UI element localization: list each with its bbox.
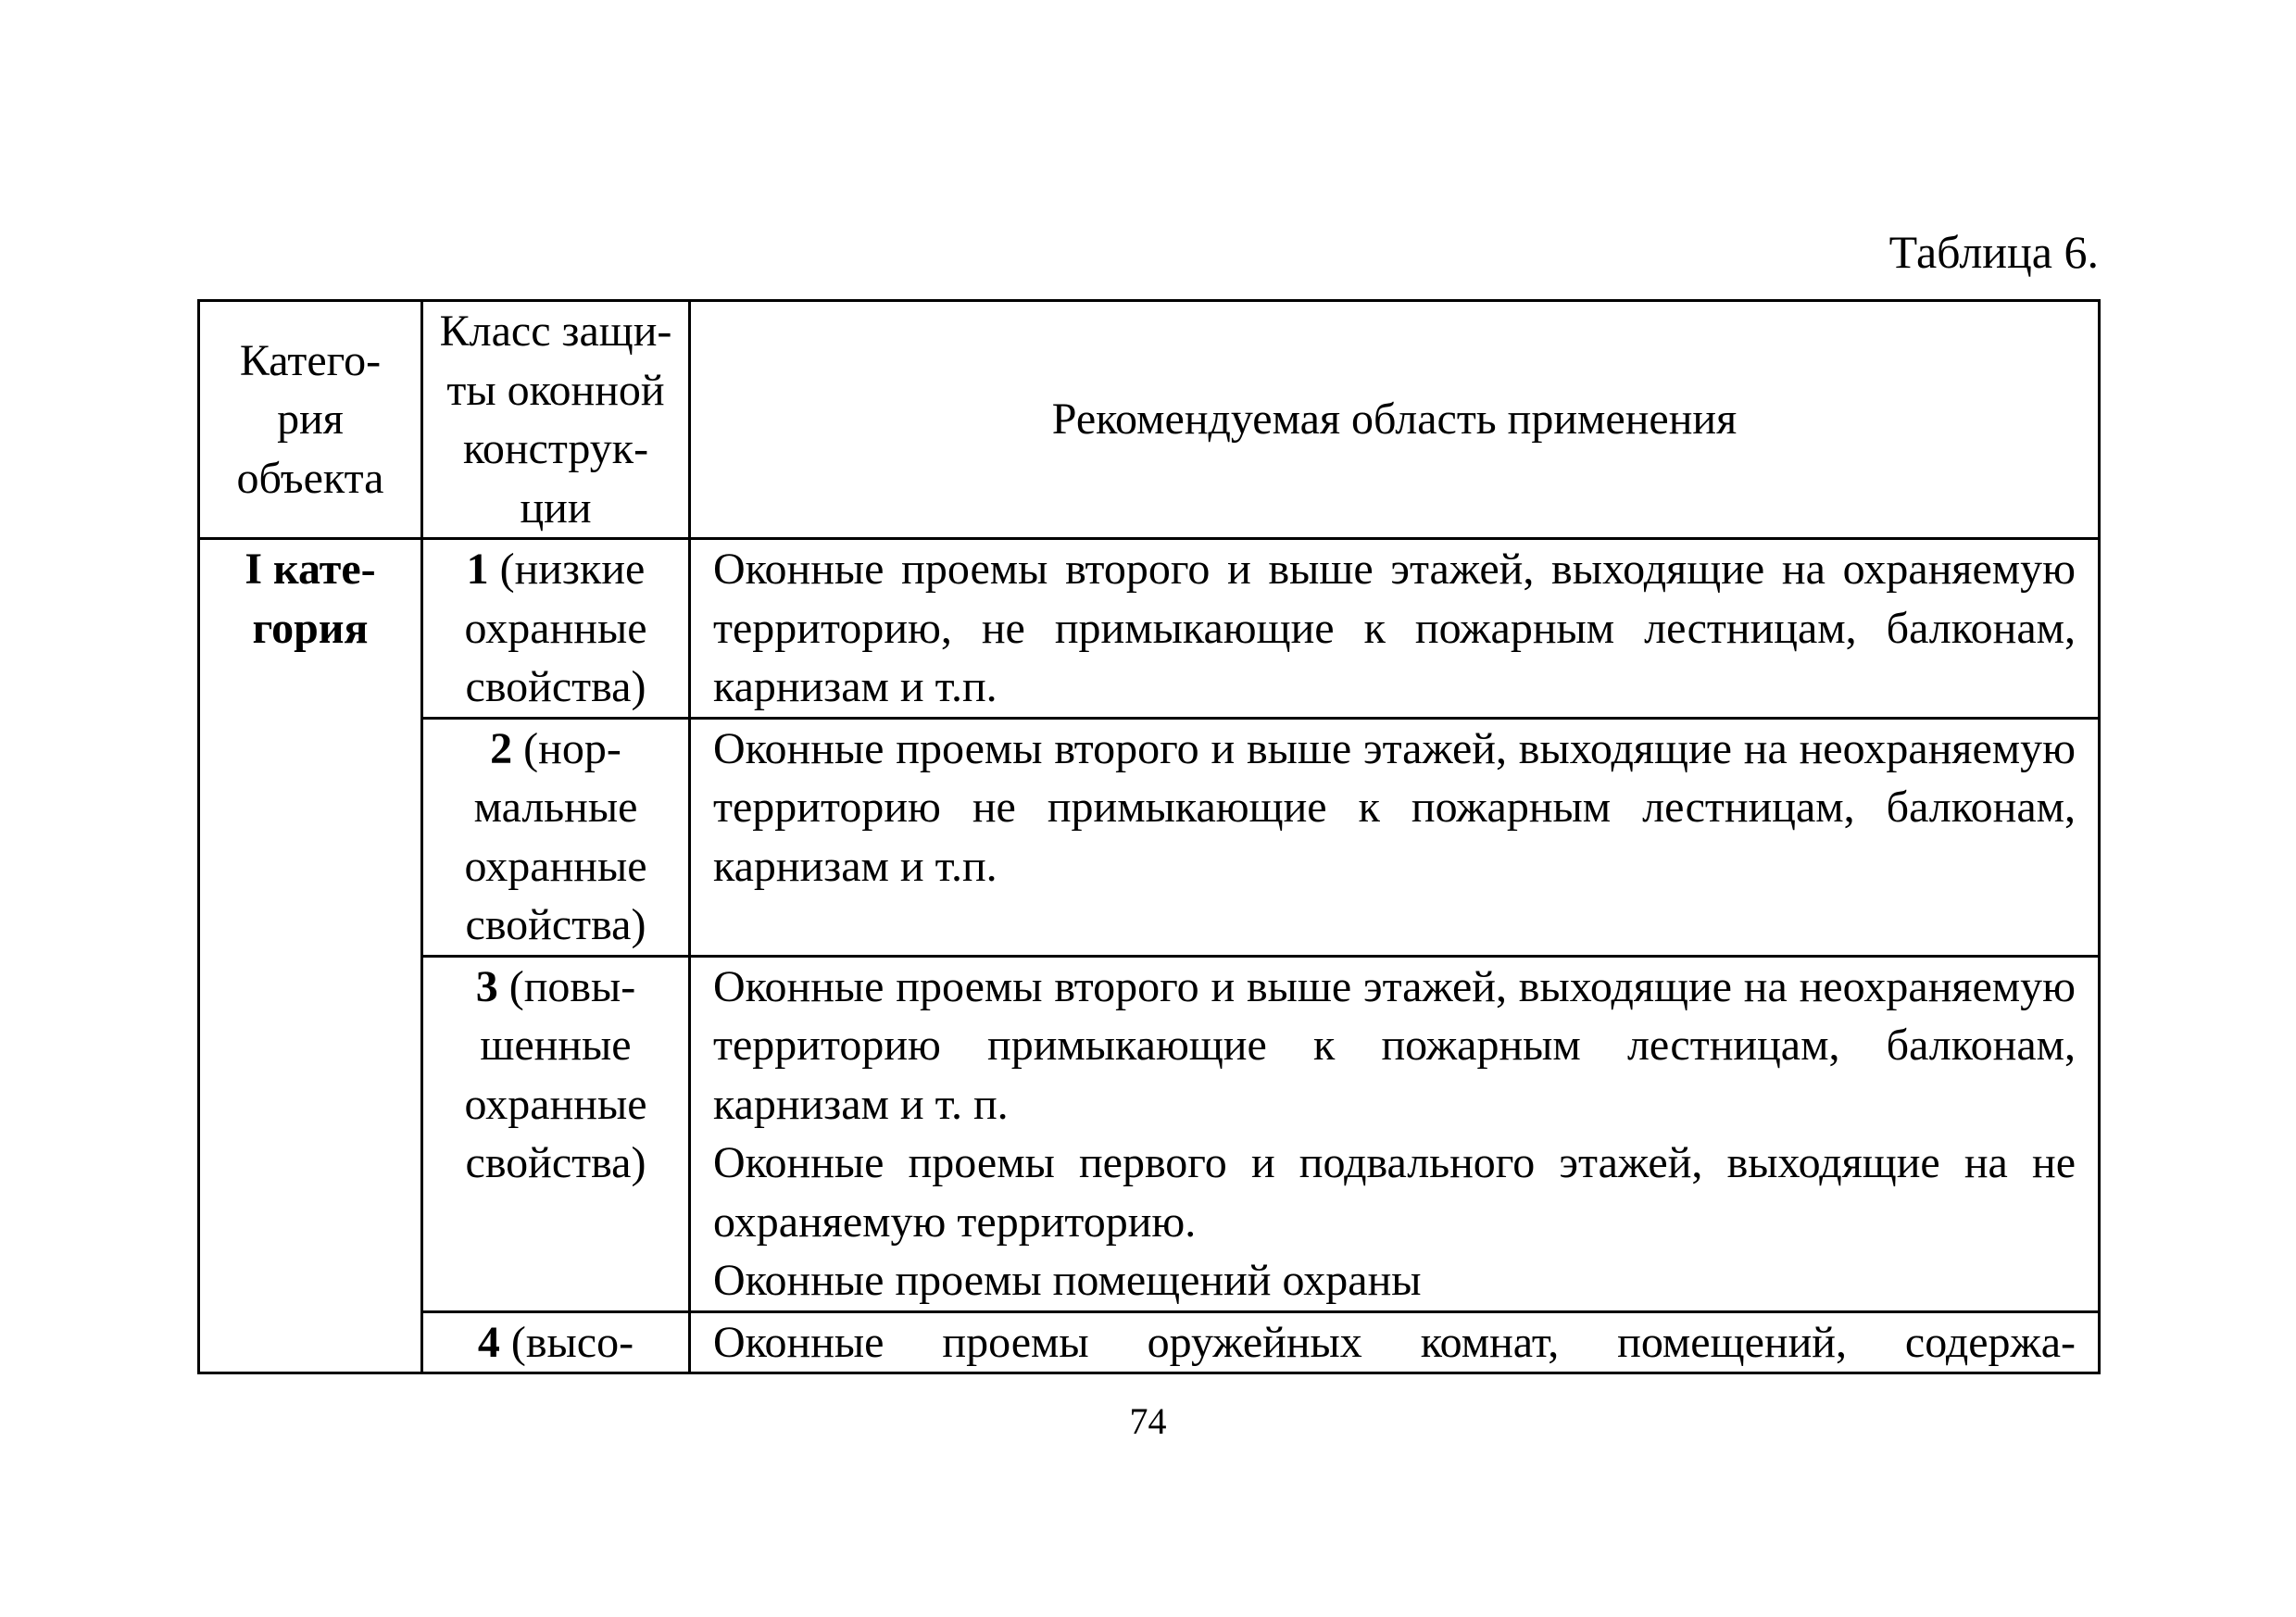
class-text: (повы- xyxy=(497,961,636,1011)
class-text: (нор- xyxy=(512,723,621,773)
class-text: (низкие xyxy=(488,545,646,594)
table-row xyxy=(199,956,2100,1311)
class-cell xyxy=(422,718,690,956)
class-line: охранные xyxy=(464,1079,647,1129)
class-line: шенные xyxy=(480,1021,632,1070)
class-line xyxy=(423,958,688,1017)
class-line: мальные xyxy=(473,783,638,832)
header-class-line: ции xyxy=(520,483,592,533)
header-category-line: Катего- xyxy=(239,335,382,385)
header-class-line: конструк- xyxy=(462,424,649,473)
class-text: (высо- xyxy=(499,1317,634,1367)
class-cell xyxy=(422,956,690,1311)
header-category-line: объекта xyxy=(236,453,384,503)
protection-class-table xyxy=(197,299,2101,1374)
header-application-text: Рекомендуемая область применения xyxy=(1051,395,1738,445)
table-header-row xyxy=(199,301,2100,539)
category-cell xyxy=(199,539,422,1373)
header-application xyxy=(690,301,2100,539)
category-line: гория xyxy=(252,603,369,653)
description-paragraph: Оконные проемы помещений охраны xyxy=(713,1256,1422,1305)
class-number: 3 xyxy=(475,961,498,1011)
class-line xyxy=(423,1313,688,1373)
class-number: 1 xyxy=(466,545,489,594)
table-row xyxy=(199,1311,2100,1373)
table-caption: Таблица 6. xyxy=(1888,226,2099,278)
class-line: охранные xyxy=(464,841,647,891)
class-number: 4 xyxy=(477,1317,500,1367)
header-class-line: Класс защи- xyxy=(439,307,672,356)
table-row xyxy=(199,539,2100,719)
class-line: охранные xyxy=(464,603,647,653)
description-cell xyxy=(690,718,2100,956)
description-paragraph: Оконные проемы оружейных комнат, помещений, содержа- xyxy=(713,1317,2076,1367)
class-line: свойства) xyxy=(465,662,646,711)
class-line: свойства) xyxy=(465,900,646,949)
table-row xyxy=(199,718,2100,956)
page-number: 74 xyxy=(1129,1400,1167,1442)
description-paragraph: Оконные проемы второго и выше этажей, выходящие на неохраняемую территорию не примыкающие к пожарным лестницам, балконам, карнизам и т.п. xyxy=(713,723,2076,891)
description-cell xyxy=(690,956,2100,1311)
header-class xyxy=(422,301,690,539)
header-category xyxy=(199,301,422,539)
description-cell xyxy=(690,1311,2100,1373)
class-cell xyxy=(422,1311,690,1373)
category-line: I кате- xyxy=(245,545,376,594)
description-cell xyxy=(690,539,2100,719)
class-number: 2 xyxy=(490,723,513,773)
header-category-line: рия xyxy=(277,395,344,445)
description-paragraph: Оконные проемы второго и выше этажей, выходящие на неохраняемую территорию примыкающие к пожарным лестницам, балконам, карнизам и т. п. xyxy=(713,961,2076,1129)
description-paragraph: Оконные проемы первого и подвального этажей, выходящие на не охраняемую территорию. xyxy=(713,1138,2076,1247)
description-paragraph: Оконные проемы второго и выше этажей, выходящие на охраняемую территорию, не примыкающие к пожарным лестницам, балконам, карнизам и т.п. xyxy=(713,545,2076,711)
class-cell xyxy=(422,539,690,719)
class-line xyxy=(423,720,688,779)
class-line: свойства) xyxy=(465,1138,646,1187)
class-line xyxy=(423,540,688,599)
header-class-line: ты оконной xyxy=(446,365,665,415)
